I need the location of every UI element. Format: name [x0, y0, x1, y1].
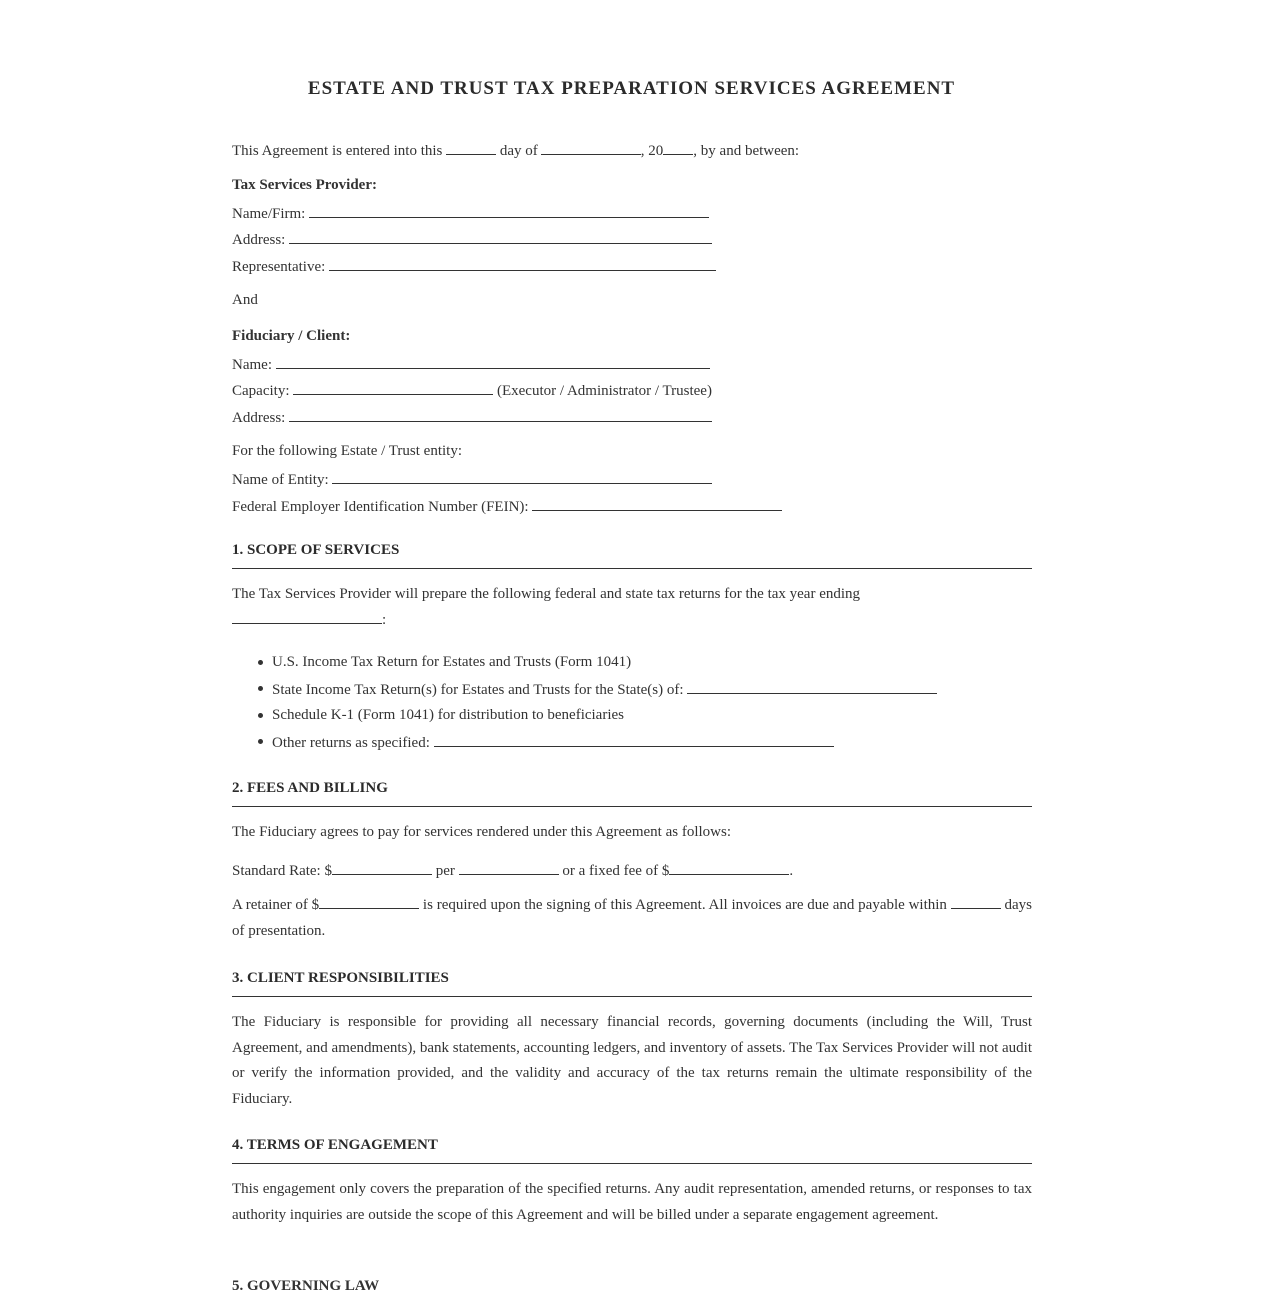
client-heading: Fiduciary / Client:	[232, 328, 351, 344]
section-4-text: This engagement only covers the preparation of the specified returns. Any audit representation, amended returns, or responses to tax authority inquiries are outside the scope of this Agreement and will be billed under a separate engagement agreement.	[232, 1181, 1032, 1223]
entity-name-label: Name of Entity:	[232, 472, 329, 488]
provider-rep-label: Representative:	[232, 259, 326, 275]
entity-fein-row	[232, 495, 782, 517]
intro-text-2: day of	[499, 143, 538, 159]
year-blank[interactable]	[663, 139, 693, 155]
section-1-text: The Tax Services Provider will prepare the following federal and state tax returns for the tax year ending :	[232, 586, 861, 628]
returns-list	[232, 652, 937, 757]
retainer-text-3: days of presentation.	[232, 897, 1032, 939]
retainer-text-2: is required upon the signing of this Agreement. All invoices are due and payable within	[422, 897, 947, 913]
client-address-field[interactable]	[289, 406, 712, 422]
client-name-label: Name:	[232, 357, 272, 373]
list-item-text: Other returns as specified:	[272, 734, 430, 751]
document-title: ESTATE AND TRUST TAX PREPARATION SERVICES AGREEMENT	[307, 78, 956, 99]
entity-name-row	[232, 468, 712, 490]
entity-name-field[interactable]	[332, 468, 712, 484]
intro-text-4: , by and between:	[693, 143, 800, 159]
rate-label: Standard Rate: $	[232, 863, 332, 879]
tax-year-field[interactable]	[232, 608, 382, 624]
day-blank[interactable]	[446, 139, 496, 155]
retainer-text	[232, 893, 1032, 944]
provider-rep-field[interactable]	[329, 255, 716, 271]
provider-address-field[interactable]	[289, 228, 712, 244]
entity-fein-label: Federal Employer Identification Number (FEIN):	[232, 499, 529, 515]
intro-text-1: This Agreement is entered into this	[232, 143, 443, 159]
provider-address-label: Address:	[232, 232, 286, 248]
intro-line	[232, 139, 799, 161]
provider-address-row	[232, 228, 712, 250]
days-field[interactable]	[951, 893, 1001, 909]
list-item	[272, 705, 937, 731]
list-item	[272, 652, 937, 678]
section-1-body: The Tax Services Provider will prepare the following federal and state tax returns for the tax year ending	[232, 586, 861, 602]
state-field[interactable]	[687, 678, 937, 694]
entity-fein-field[interactable]	[532, 495, 782, 511]
entity-intro: For the following Estate / Trust entity:	[232, 443, 463, 459]
provider-rep-row	[232, 255, 716, 277]
client-capacity-note: (Executor / Administrator / Trustee)	[496, 383, 712, 399]
per-label: per	[435, 863, 455, 879]
fixed-label: or a fixed fee of $	[562, 863, 670, 879]
fixed-fee-field[interactable]	[669, 859, 789, 875]
section-5-heading: 5. GOVERNING LAW	[232, 1278, 380, 1294]
intro-text-3: , 20	[640, 143, 664, 159]
client-capacity-row	[232, 379, 712, 401]
fees-intro: The Fiduciary agrees to pay for services rendered under this Agreement as follows:	[232, 824, 731, 840]
client-address-label: Address:	[232, 410, 286, 426]
list-item	[272, 731, 937, 757]
client-address-row	[232, 406, 712, 428]
section-1-heading: 1. SCOPE OF SERVICES	[232, 540, 1032, 569]
provider-name-row	[232, 202, 709, 224]
section-3-heading: 3. CLIENT RESPONSIBILITIES	[232, 968, 1032, 997]
provider-heading: Tax Services Provider:	[232, 177, 377, 193]
section-2-heading: 2. FEES AND BILLING	[232, 778, 1032, 807]
client-capacity-field[interactable]	[293, 379, 493, 395]
retainer-text-1: A retainer of $	[232, 897, 320, 913]
per-field[interactable]	[459, 859, 559, 875]
list-item	[272, 678, 937, 704]
list-item-text: U.S. Income Tax Return for Estates and Trusts (Form 1041)	[272, 654, 632, 670]
rate-row: Standard Rate: $ per or a fixed fee of $ .	[232, 859, 793, 881]
provider-name-field[interactable]	[309, 202, 709, 218]
section-3-text: The Fiduciary is responsible for providing all necessary financial records, governing documents (including the Will, Trust Agreement, and amendments), bank statements, accounting ledgers, and inventory of assets. The Tax Services Provider will not audit or verify the information provided, and the validity and accuracy of the tax returns remain the ultimate responsibility of the Fiduciary.	[232, 1014, 1032, 1107]
list-item-text: State Income Tax Return(s) for Estates and Trusts for the State(s) of:	[272, 682, 684, 699]
retainer-field[interactable]	[319, 893, 419, 909]
client-name-field[interactable]	[276, 353, 710, 369]
provider-name-label: Name/Firm:	[232, 206, 306, 222]
and-label: And	[232, 292, 258, 308]
list-item-text: Schedule K-1 (Form 1041) for distribution to beneficiaries	[272, 706, 625, 723]
rate-field[interactable]	[332, 859, 432, 875]
client-name-row	[232, 353, 710, 375]
month-blank[interactable]	[541, 139, 641, 155]
other-returns-field[interactable]	[434, 731, 834, 747]
section-4-heading: 4. TERMS OF ENGAGEMENT	[232, 1135, 1032, 1164]
client-capacity-label: Capacity:	[232, 383, 290, 399]
